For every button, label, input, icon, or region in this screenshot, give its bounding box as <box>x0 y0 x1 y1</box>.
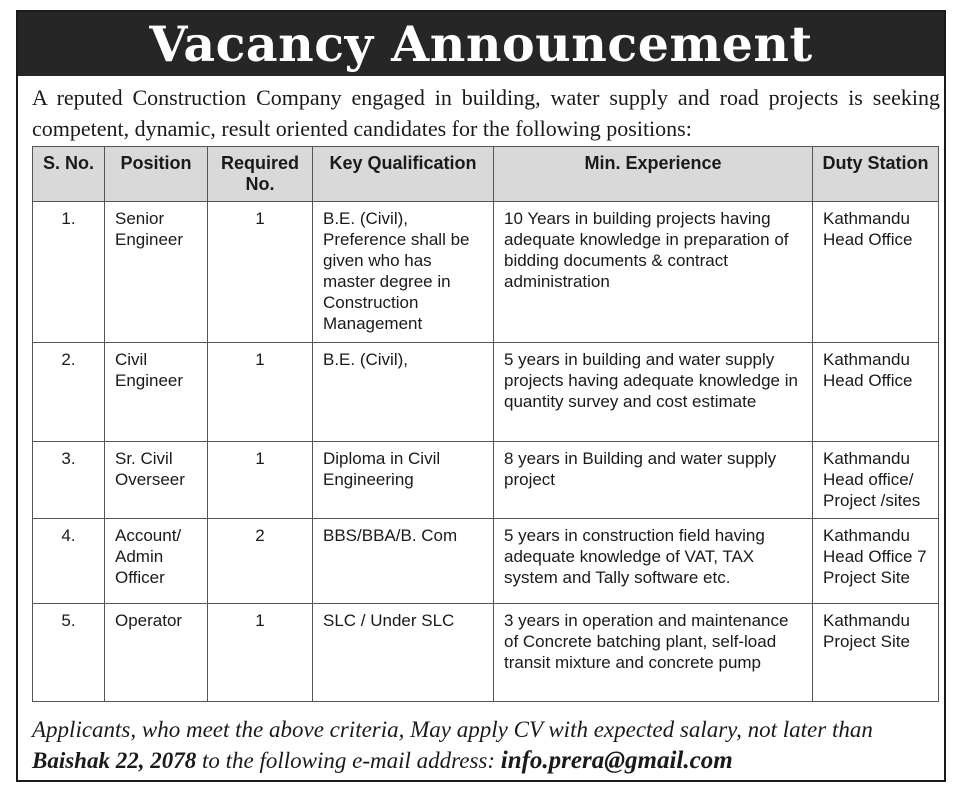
cell-station: Kathmandu Head Office <box>813 343 939 442</box>
cell-sno: 4. <box>33 519 105 604</box>
cell-qualification: B.E. (Civil), <box>313 343 494 442</box>
cell-experience: 8 years in Building and water supply project <box>494 442 813 519</box>
cell-qualification: B.E. (Civil), Preference shall be given who has master degree in Construction Management <box>313 202 494 343</box>
page-title: Vacancy Announcement <box>18 12 944 76</box>
cell-required: 1 <box>208 442 313 519</box>
footer-text-part1: Applicants, who meet the above criteria, May apply CV with expected salary, not later than <box>32 717 873 742</box>
table-header-row <box>33 147 939 202</box>
table-row <box>33 202 939 343</box>
cell-position: Senior Engineer <box>105 202 208 343</box>
table-row <box>33 343 939 442</box>
cell-qualification: Diploma in Civil Engineering <box>313 442 494 519</box>
table-row <box>33 442 939 519</box>
cell-experience: 3 years in operation and maintenance of Concrete batching plant, self-load transit mixture and concrete pump <box>494 604 813 702</box>
cell-station: Kathmandu Head Office <box>813 202 939 343</box>
cell-sno: 1. <box>33 202 105 343</box>
cell-sno: 2. <box>33 343 105 442</box>
cell-position: Sr. Civil Overseer <box>105 442 208 519</box>
cell-required: 1 <box>208 202 313 343</box>
table-row <box>33 519 939 604</box>
application-instructions <box>32 714 940 776</box>
positions-table <box>32 146 939 702</box>
header-min-experience: Min. Experience <box>494 147 813 202</box>
intro-paragraph: A reputed Construction Company engaged in building, water supply and road projects is seeking competent, dynamic, result oriented candidates for the following positions: <box>32 85 940 141</box>
cell-qualification: BBS/BBA/B. Com <box>313 519 494 604</box>
cell-experience: 5 years in building and water supply projects having adequate knowledge in quantity survey and cost estimate <box>494 343 813 442</box>
cell-qualification: SLC / Under SLC <box>313 604 494 702</box>
vacancy-notice <box>16 10 946 782</box>
application-deadline: Baishak 22, 2078 <box>32 748 197 773</box>
cell-experience: 10 Years in building projects having adequate knowledge in preparation of bidding documents & contract administration <box>494 202 813 343</box>
cell-required: 1 <box>208 343 313 442</box>
cell-experience: 5 years in construction field having adequate knowledge of VAT, TAX system and Tally software etc. <box>494 519 813 604</box>
cell-position: Account/ Admin Officer <box>105 519 208 604</box>
cell-station: Kathmandu Head Office 7 Project Site <box>813 519 939 604</box>
footer-text-part2: to the following e-mail address: <box>196 748 501 773</box>
table-row <box>33 604 939 702</box>
header-duty-station: Duty Station <box>813 147 939 202</box>
cell-position: Civil Engineer <box>105 343 208 442</box>
header-required-no: Required No. <box>208 147 313 202</box>
header-sno: S. No. <box>33 147 105 202</box>
header-key-qualification: Key Qualification <box>313 147 494 202</box>
cell-required: 1 <box>208 604 313 702</box>
header-position: Position <box>105 147 208 202</box>
contact-email: info.prera@gmail.com <box>500 747 733 774</box>
cell-sno: 5. <box>33 604 105 702</box>
cell-sno: 3. <box>33 442 105 519</box>
cell-required: 2 <box>208 519 313 604</box>
cell-position: Operator <box>105 604 208 702</box>
cell-station: Kathmandu Project Site <box>813 604 939 702</box>
cell-station: Kathmandu Head office/ Project /sites <box>813 442 939 519</box>
